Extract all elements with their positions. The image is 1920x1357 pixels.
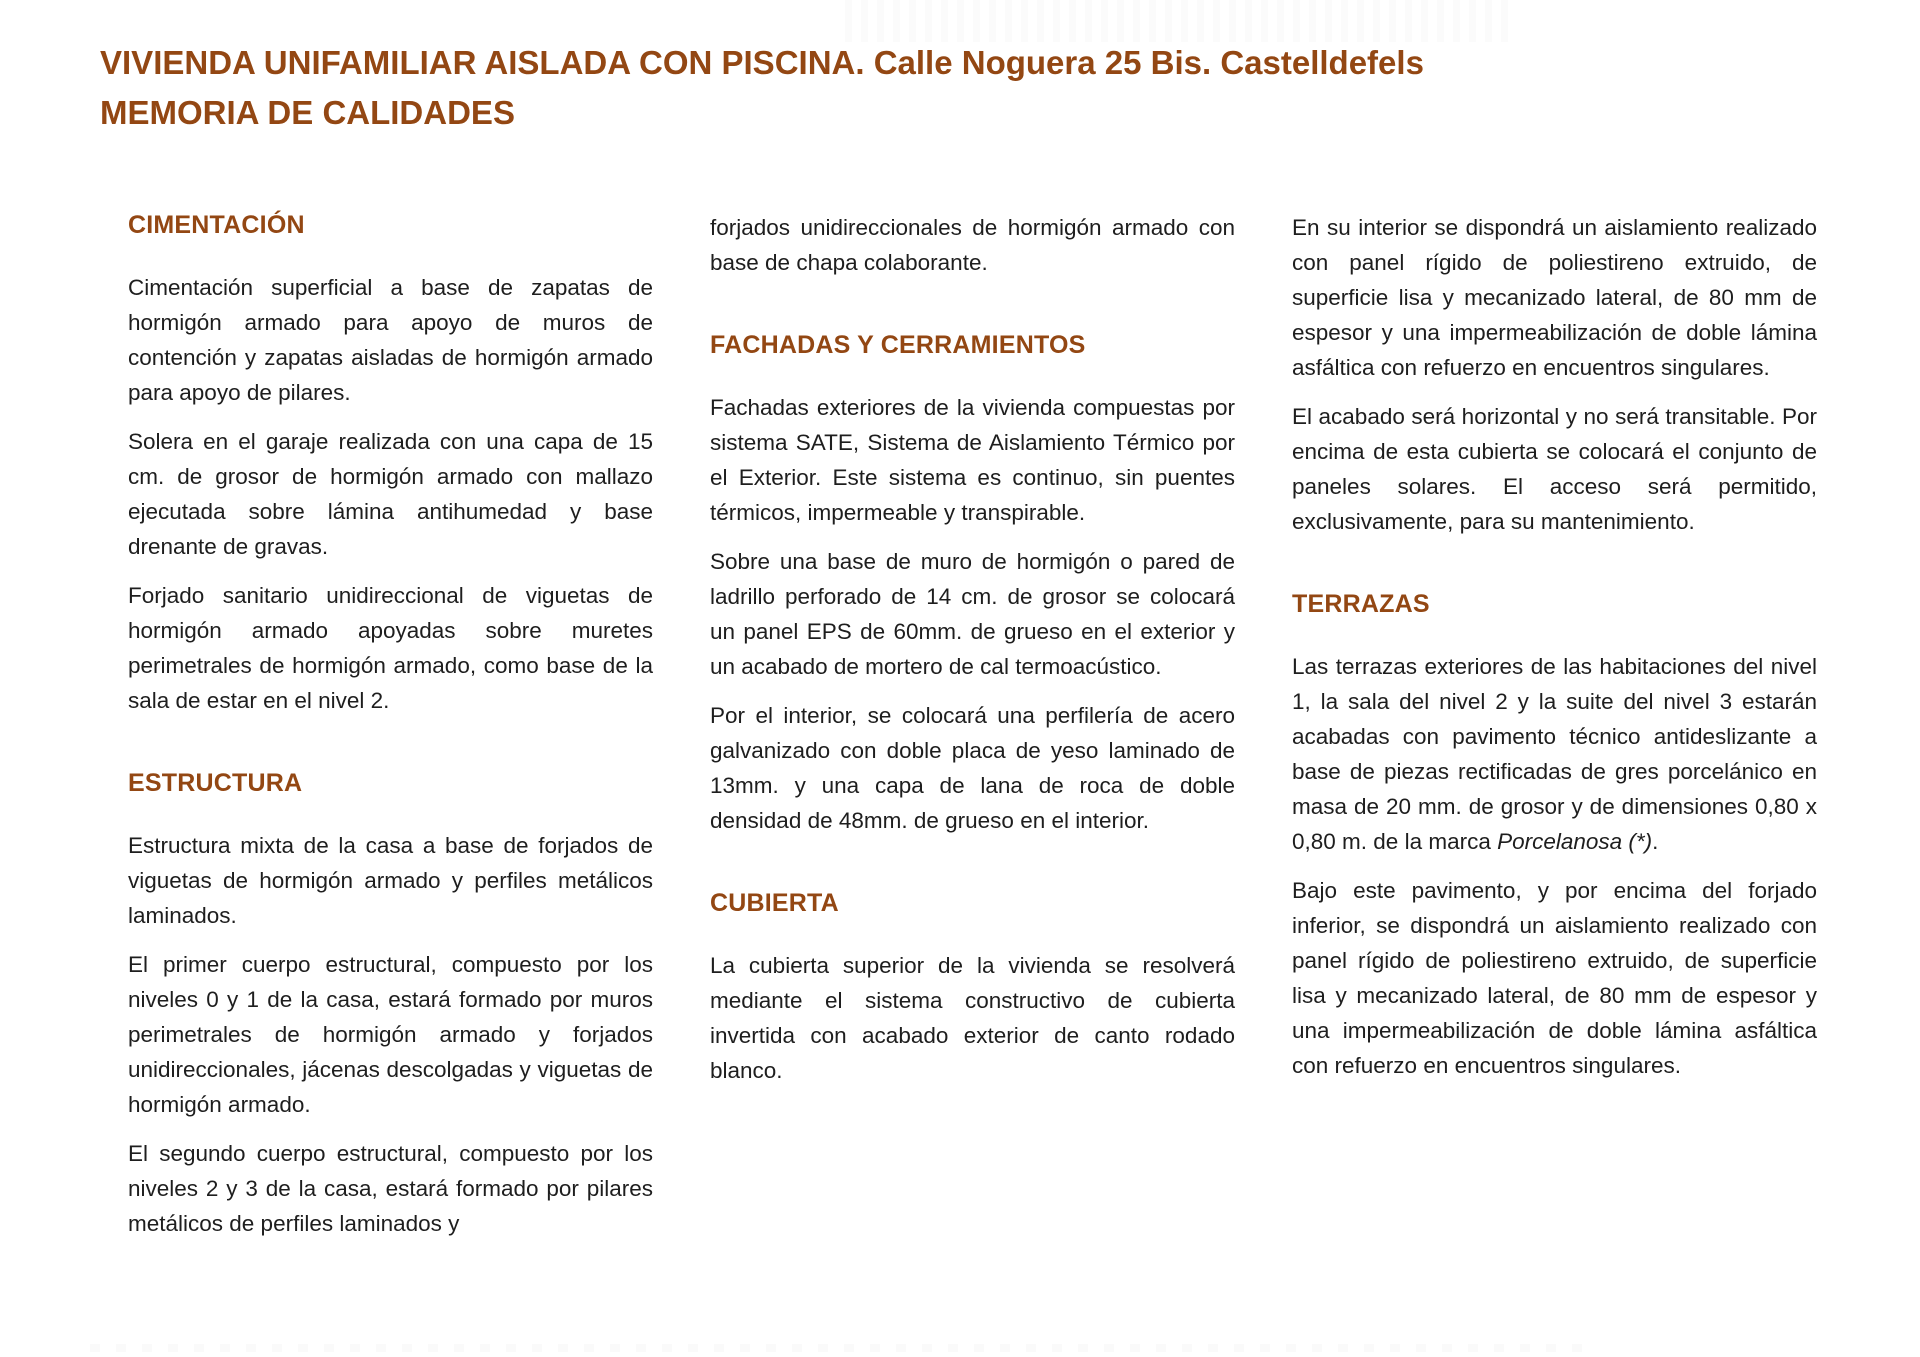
para-terrazas-2: Bajo este pavimento, y por encima del forjado inferior, se dispondrá un aislamiento realizado con panel rígido de poliestireno extruido, de superficie lisa y mecanizado lateral, de 80 mm de espesor y una impermeabilización de doble lámina asfáltica con refuerzo en encuentros singulares. bbox=[1292, 878, 1817, 1078]
para-estructura-2: El primer cuerpo estructural, compuesto por los niveles 0 y 1 de la casa, estará formado por muros perimetrales de hormigón armado y forjados unidireccionales, jácenas descolgadas y viguetas de hormigón armado. bbox=[128, 952, 653, 1117]
para-terrazas-1-suffix: . bbox=[1652, 829, 1659, 854]
para-fachadas-3: Por el interior, se colocará una perfilería de acero galvanizado con doble placa de yeso laminado de 13mm. y una capa de lana de roca de doble densidad de 48mm. de grueso en el interior. bbox=[710, 703, 1235, 833]
para-cimentacion-3: Forjado sanitario unidireccional de viguetas de hormigón armado apoyadas sobre muretes perimetrales de hormigón armado, como base de la sala de estar en el nivel 2. bbox=[128, 583, 653, 713]
para-estructura-1: Estructura mixta de la casa a base de forjados de viguetas de hormigón armado y perfiles metálicos laminados. bbox=[128, 833, 653, 928]
watermark-remnant-bottom bbox=[90, 1344, 1590, 1352]
para-cimentacion-2: Solera en el garaje realizada con una capa de 15 cm. de grosor de hormigón armado con mallazo ejecutada sobre lámina antihumedad y base drenante de gravas. bbox=[128, 429, 653, 559]
section-heading-cubierta: CUBIERTA bbox=[710, 889, 839, 917]
para-cimentacion-1: Cimentación superficial a base de zapatas de hormigón armado para apoyo de muros de contención y zapatas aisladas de hormigón armado para apoyo de pilares. bbox=[128, 275, 653, 405]
title-line-1: VIVIENDA UNIFAMILIAR AISLADA CON PISCINA. Calle Noguera 25 Bis. Castelldefels bbox=[100, 44, 1424, 81]
section-heading-cimentacion: CIMENTACIÓN bbox=[128, 211, 305, 239]
text-columns bbox=[128, 210, 1818, 1255]
section-heading-terrazas: TERRAZAS bbox=[1292, 590, 1430, 618]
column-2 bbox=[710, 210, 1235, 1255]
title-line-2: MEMORIA DE CALIDADES bbox=[100, 94, 515, 131]
para-cubierta-3: El acabado será horizontal y no será transitable. Por encima de esta cubierta se colocará el conjunto de paneles solares. El acceso será permitido, exclusivamente, para su mantenimiento. bbox=[1292, 404, 1817, 534]
para-terrazas-1-text: Las terrazas exteriores de las habitaciones del nivel 1, la sala del nivel 2 y la suite del nivel 3 estarán acabadas con pavimento técnico antideslizante a base de piezas rectificadas de gres porcelánico en masa de 20 mm. de grosor y de dimensiones 0,80 x 0,80 m. de la marca bbox=[1292, 654, 1817, 854]
document-title bbox=[100, 38, 1820, 138]
para-cubierta-1: La cubierta superior de la vivienda se resolverá mediante el sistema constructivo de cubierta invertida con acabado exterior de canto rodado blanco. bbox=[710, 953, 1235, 1083]
section-heading-estructura: ESTRUCTURA bbox=[128, 769, 303, 797]
para-estructura-3: El segundo cuerpo estructural, compuesto por los niveles 2 y 3 de la casa, estará formado por pilares metálicos de perfiles laminados y bbox=[128, 1141, 653, 1236]
section-heading-fachadas: FACHADAS Y CERRAMIENTOS bbox=[710, 331, 1086, 359]
para-fachadas-2: Sobre una base de muro de hormigón o pared de ladrillo perforado de 14 cm. de grosor se colocará un panel EPS de 60mm. de grueso en el exterior y un acabado de mortero de cal termoacústico. bbox=[710, 549, 1235, 679]
column-3 bbox=[1292, 210, 1817, 1255]
brand-name-italic: Porcelanosa (*) bbox=[1497, 829, 1653, 854]
para-cubierta-2: En su interior se dispondrá un aislamiento realizado con panel rígido de poliestireno extruido, de superficie lisa y mecanizado lateral, de 80 mm de espesor y una impermeabilización de doble lámina asfáltica con refuerzo en encuentros singulares. bbox=[1292, 215, 1817, 380]
para-fachadas-1: Fachadas exteriores de la vivienda compuestas por sistema SATE, Sistema de Aislamiento Térmico por el Exterior. Este sistema es continuo, sin puentes térmicos, impermeable y transpirable. bbox=[710, 395, 1235, 525]
para-estructura-3-continuation: forjados unidireccionales de hormigón armado con base de chapa colaborante. bbox=[710, 215, 1235, 275]
watermark-remnant-top bbox=[845, 0, 1510, 42]
column-1 bbox=[128, 210, 653, 1255]
para-terrazas-1 bbox=[1292, 649, 1817, 859]
